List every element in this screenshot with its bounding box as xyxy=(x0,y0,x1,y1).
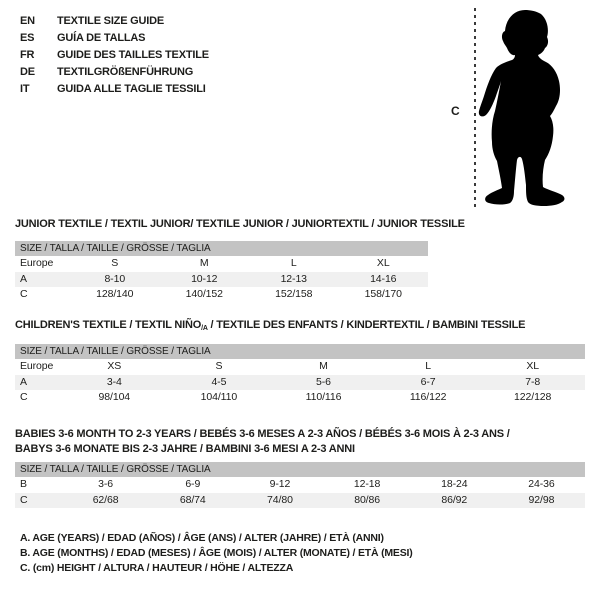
size-cell: 140/152 xyxy=(185,288,223,300)
size-cell: 12-13 xyxy=(280,272,307,285)
row-label: C xyxy=(20,493,28,506)
size-cell: 4-5 xyxy=(211,375,227,388)
language-row xyxy=(20,81,209,98)
row-label: Europe xyxy=(20,360,54,372)
language-row xyxy=(20,64,209,81)
section-title-babies-line2: BABYS 3-6 MONATE BIS 2-3 JAHRE / BAMBINI 3-6 MESI A 2-3 ANNI xyxy=(15,443,355,455)
legend-line-b: B. AGE (MONTHS) / EDAD (MESES) / ÂGE (MOIS) / ALTER (MONATE) / ETÀ (MESI) xyxy=(20,547,413,559)
language-code: EN xyxy=(20,15,35,27)
size-cell: M xyxy=(319,360,328,372)
language-label: GUÍA DE TALLAS xyxy=(57,32,146,44)
size-cell: 14-16 xyxy=(370,272,397,285)
table-row-europe xyxy=(15,256,428,272)
size-cell: 92/98 xyxy=(528,493,555,506)
size-cell: S xyxy=(111,257,119,269)
section-title-junior: JUNIOR TEXTILE / TEXTIL JUNIOR/ TEXTILE JUNIOR / JUNIORTEXTIL / JUNIOR TESSILE xyxy=(15,218,465,230)
size-cell: 104/110 xyxy=(200,391,238,403)
language-list xyxy=(20,13,209,98)
language-code: FR xyxy=(20,49,35,61)
title-text: / TEXTILE DES ENFANTS / KINDERTEXTIL / BAMBINI TESSILE xyxy=(207,319,526,331)
table-row-europe xyxy=(15,359,585,375)
measure-legend xyxy=(20,531,413,576)
size-cell: 62/68 xyxy=(92,493,119,506)
size-cell: 152/158 xyxy=(275,288,313,300)
size-cell: 12-18 xyxy=(353,478,381,490)
size-cell: S xyxy=(215,360,223,372)
language-label: GUIDE DES TAILLES TEXTILE xyxy=(57,49,209,61)
table-row-height xyxy=(15,493,585,509)
size-cell: 110/116 xyxy=(305,391,342,403)
table-row-age-months xyxy=(15,477,585,493)
height-dotted-line xyxy=(474,8,476,209)
language-label: TEXTILE SIZE GUIDE xyxy=(57,15,165,27)
size-cell: 3-6 xyxy=(98,478,114,490)
language-label: TEXTILGRÖßENFÜHRUNG xyxy=(57,66,194,78)
table-row-age xyxy=(15,272,428,288)
table-row-height xyxy=(15,287,428,303)
size-cell: 6-7 xyxy=(420,375,436,388)
size-header-bar: SIZE / TALLA / TAILLE / GRÖSSE / TAGLIA xyxy=(15,462,585,477)
size-cell: 116/122 xyxy=(409,391,447,403)
section-title-children xyxy=(15,318,525,336)
children-size-table xyxy=(15,344,585,406)
language-code: DE xyxy=(20,66,35,78)
size-cell: 10-12 xyxy=(191,272,218,285)
size-cell: 7-8 xyxy=(525,375,541,388)
size-header-bar: SIZE / TALLA / TAILLE / GRÖSSE / TAGLIA xyxy=(15,344,585,359)
language-code: IT xyxy=(20,83,30,95)
size-cell: 5-6 xyxy=(316,375,331,388)
babies-size-table xyxy=(15,462,585,508)
size-cell: 80/86 xyxy=(354,493,380,506)
language-row xyxy=(20,13,209,30)
section-title-babies-line1: BABIES 3-6 MONTH TO 2-3 YEARS / BEBÉS 3-6 MESES A 2-3 AÑOS / BÉBÉS 3-6 MOIS À 2-3 ANS / xyxy=(15,428,510,440)
language-row xyxy=(20,30,209,47)
size-cell: L xyxy=(290,257,297,269)
baby-silhouette-icon xyxy=(478,8,572,208)
language-row xyxy=(20,47,209,64)
size-cell: 158/170 xyxy=(364,288,402,300)
size-header-bar: SIZE / TALLA / TAILLE / GRÖSSE / TAGLIA xyxy=(15,241,428,256)
size-cell: 68/74 xyxy=(179,493,206,506)
size-cell: 24-36 xyxy=(528,478,555,490)
size-cell: XL xyxy=(376,257,390,269)
size-cell: XS xyxy=(107,360,122,372)
size-cell: 128/140 xyxy=(96,288,134,300)
legend-line-a: A. AGE (YEARS) / EDAD (AÑOS) / ÂGE (ANS) / ALTER (JAHRE) / ETÀ (ANNI) xyxy=(20,532,384,544)
junior-size-table xyxy=(15,241,428,303)
height-label: C xyxy=(451,104,460,118)
size-cell: 122/128 xyxy=(514,391,552,403)
size-cell: 9-12 xyxy=(269,478,291,490)
row-label: C xyxy=(20,288,28,300)
table-row-height xyxy=(15,390,585,406)
table-row-age xyxy=(15,375,585,391)
size-cell: 3-4 xyxy=(106,375,122,388)
row-label: A xyxy=(20,272,27,285)
size-cell: 18-24 xyxy=(441,478,468,490)
size-cell: 8-10 xyxy=(104,272,126,285)
size-cell: L xyxy=(425,360,431,372)
size-cell: 86/92 xyxy=(441,493,468,506)
size-cell: M xyxy=(199,257,209,269)
size-cell: XL xyxy=(526,360,539,372)
title-text: CHILDREN'S TEXTILE / TEXTIL NIÑO xyxy=(15,319,202,331)
size-cell: 74/80 xyxy=(267,493,293,506)
language-code: ES xyxy=(20,32,35,44)
row-label: A xyxy=(20,375,27,388)
language-label: GUIDA ALLE TAGLIE TESSILI xyxy=(57,83,206,95)
size-cell: 6-9 xyxy=(185,478,201,490)
row-label: C xyxy=(20,391,28,403)
row-label: Europe xyxy=(20,257,54,269)
row-label: B xyxy=(20,478,27,490)
title-subscript: /A xyxy=(201,325,208,332)
legend-line-c: C. (cm) HEIGHT / ALTURA / HAUTEUR / HÖHE / ALTEZZA xyxy=(20,562,294,574)
size-cell: 98/104 xyxy=(98,391,131,403)
